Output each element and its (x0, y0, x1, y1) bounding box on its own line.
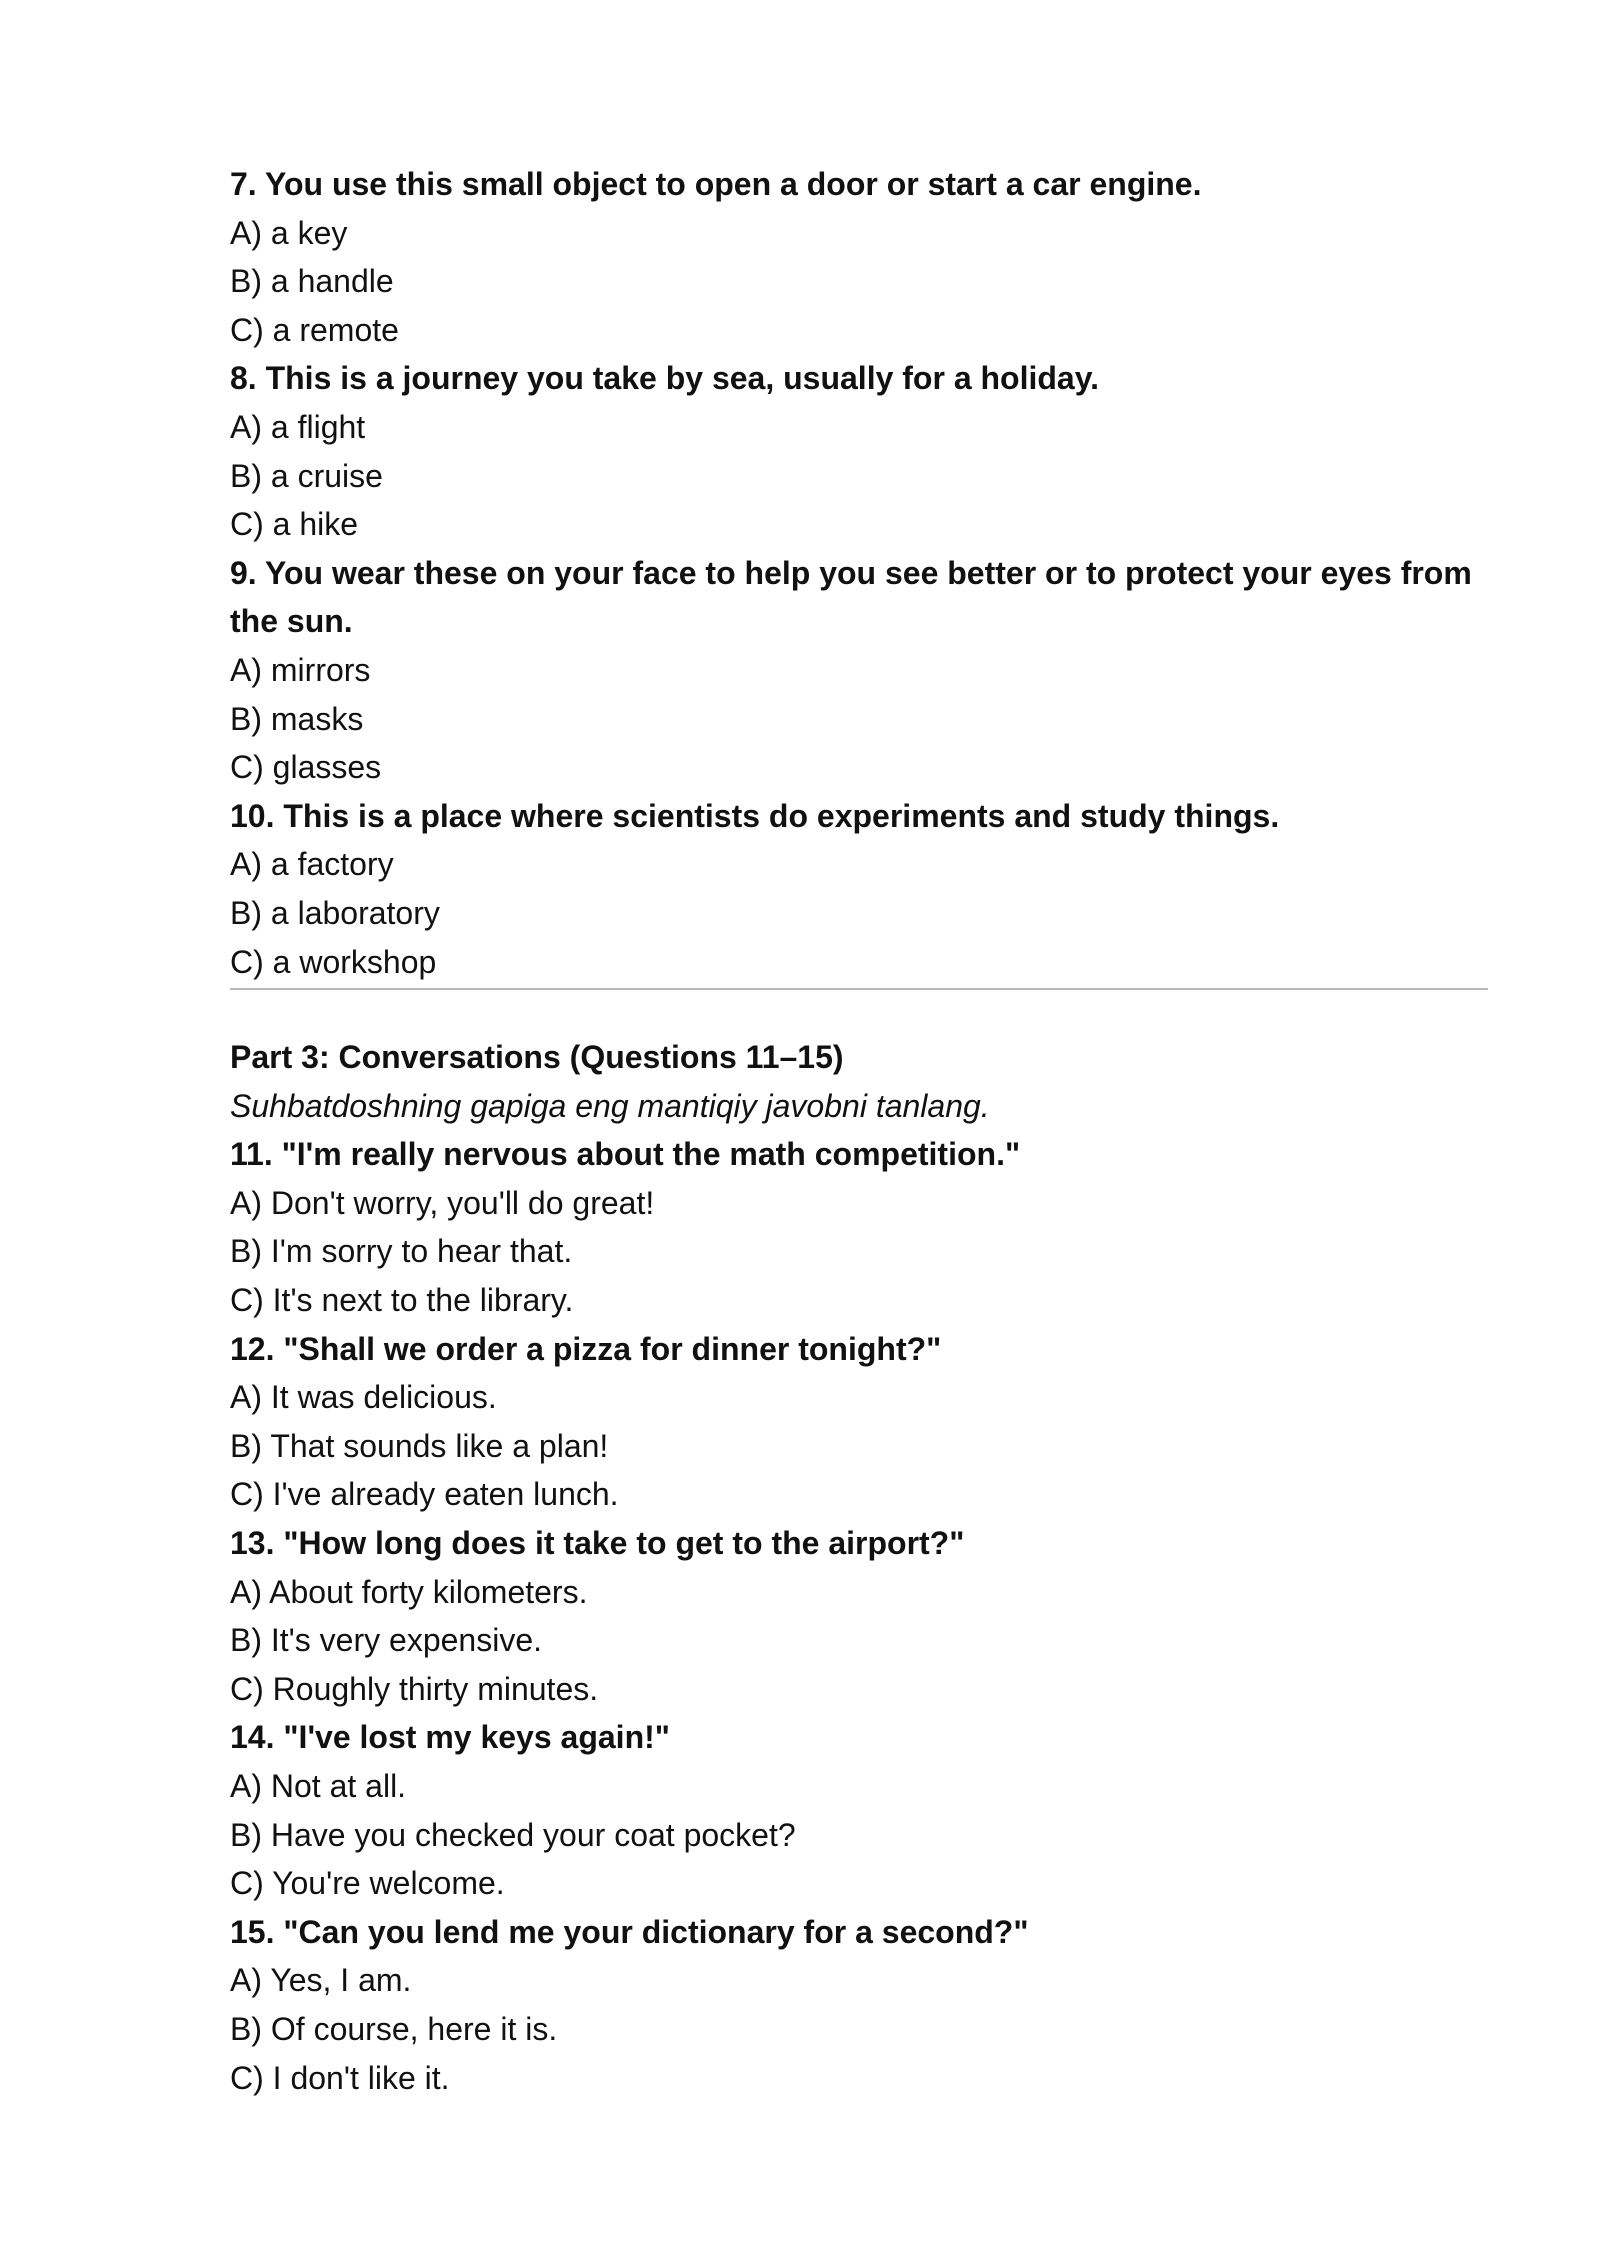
question-text: 7. You use this small object to open a door or start a car engine. (230, 166, 1202, 202)
option-c: C) I don't like it. (230, 2059, 450, 2096)
option-c: C) It's next to the library. (230, 1282, 574, 1319)
option-b: B) I'm sorry to hear that. (230, 1233, 573, 1270)
question-block (230, 1325, 1488, 1519)
option-c: C) a workshop (230, 943, 437, 980)
option-c: C) glasses (230, 749, 382, 786)
section-divider (230, 988, 1488, 990)
question-text: 8. This is a journey you take by sea, usually for a holiday. (230, 360, 1100, 397)
option-a: A) Not at all. (230, 1768, 407, 1804)
question-text: 13. "How long does it take to get to the airport?" (230, 1525, 965, 1562)
question-block (230, 1908, 1488, 2102)
option-c: C) You're welcome. (230, 1865, 505, 1902)
option-a: A) mirrors (230, 651, 371, 688)
question-block (230, 354, 1488, 548)
option-a: A) Don't worry, you'll do great! (230, 1184, 655, 1221)
question-text: 15. "Can you lend me your dictionary for a second?" (230, 1913, 1029, 1950)
question-block (230, 792, 1488, 986)
section-instruction: Suhbatdoshning gapiga eng mantiqiy javobni tanlang. (230, 1087, 990, 1124)
section-title: Part 3: Conversations (Questions 11–15) (230, 1039, 844, 1076)
option-b: B) a laboratory (230, 894, 440, 931)
question-block (230, 1519, 1488, 1713)
option-a: A) About forty kilometers. (230, 1573, 588, 1610)
option-c: C) a remote (230, 311, 399, 348)
question-block (230, 1713, 1488, 1907)
question-text: 9. You wear these on your face to help you see better or to protect your eyes from the sun. (230, 554, 1472, 640)
option-c: C) a hike (230, 506, 359, 543)
option-b: B) Of course, here it is. (230, 2010, 558, 2047)
option-b: B) It's very expensive. (230, 1622, 542, 1659)
question-text: 11. "I'm really nervous about the math competition." (230, 1136, 1021, 1173)
option-a: A) Yes, I am. (230, 1962, 412, 1999)
option-c: C) Roughly thirty minutes. (230, 1670, 599, 1707)
option-a: A) It was delicious. (230, 1379, 497, 1416)
option-c: C) I've already eaten lunch. (230, 1476, 619, 1513)
question-text: 12. "Shall we order a pizza for dinner tonight?" (230, 1330, 942, 1367)
option-b: B) That sounds like a plan! (230, 1427, 609, 1464)
question-text: 10. This is a place where scientists do experiments and study things. (230, 797, 1280, 834)
question-block (230, 1130, 1488, 1324)
option-b: B) masks (230, 700, 364, 737)
question-block (230, 160, 1488, 354)
option-a: A) a factory (230, 846, 394, 883)
question-block (230, 549, 1488, 792)
option-b: B) Have you checked your coat pocket? (230, 1816, 796, 1853)
option-b: B) a handle (230, 263, 394, 300)
option-a: A) a flight (230, 408, 366, 445)
question-text: 14. "I've lost my keys again!" (230, 1719, 670, 1756)
document-page (230, 160, 1488, 2102)
option-b: B) a cruise (230, 457, 383, 494)
option-a: A) a key (230, 214, 348, 251)
